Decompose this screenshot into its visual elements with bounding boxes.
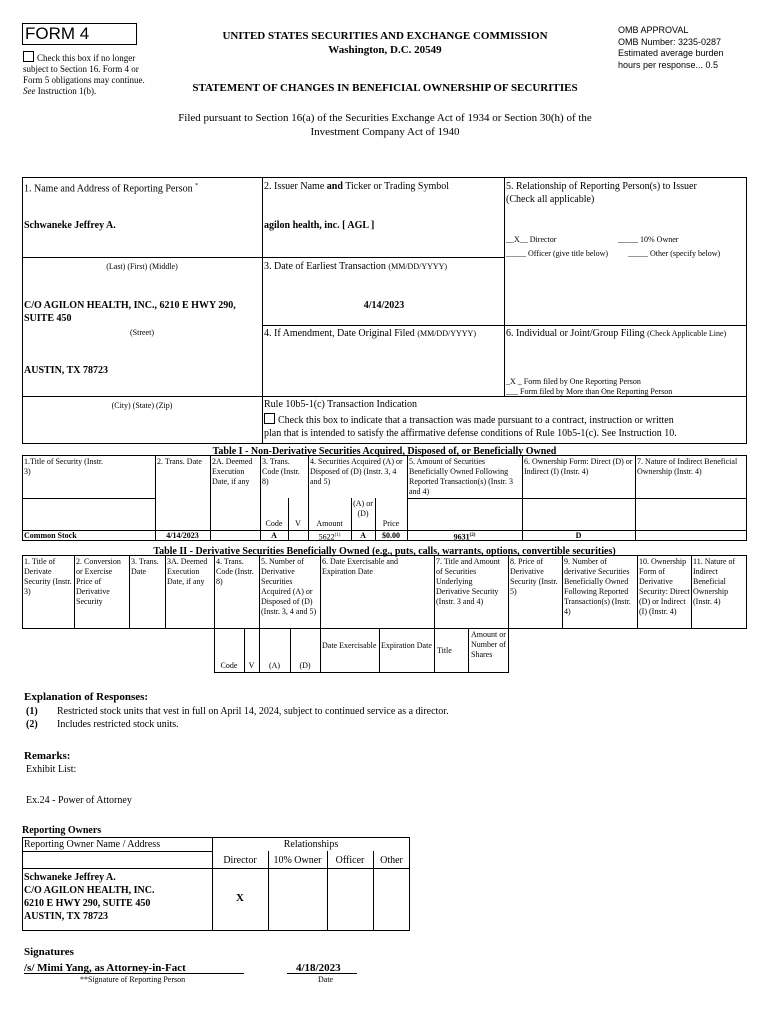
t2-h-number-owned: 9. Number of derivative Securities Beneficially Owned Following Reported Transaction(s) (Instr. 4) [564,557,631,616]
signature-date: 4/18/2023 [296,962,341,974]
omb-approval: OMB APPROVAL OMB Number: 3235-0287 Estimated average burden hours per response... 0.5 [618,25,724,70]
t1-h-acquired: 4. Securities Acquired (A) or Disposed of (D) (Instr. 3, 4 and 5) [310,457,403,486]
t2-h-conversion: 2. Conversion or Exercise Price of Derivative Security [76,557,121,606]
owners-col-officer: Officer [335,855,365,866]
street-caption: (Street) [130,328,154,337]
t1-h-deemed: 2A. Deemed Execution Date, if any [212,457,253,486]
t2-h-nature: 11. Nature of Indirect Beneficial Ownership (Instr. 4) [693,557,736,606]
t2-h-exercisable: 6. Date Exercisable and Expiration Date [322,557,398,576]
t2-h-code: 4. Trans. Code (Instr. 8) [216,557,254,586]
t2-sub-date-exercisable: Date Exercisable [322,641,377,650]
reporting-owners-title: Reporting Owners [22,825,102,836]
agency-location: Washington, D.C. 20549 [328,44,442,56]
reporting-person-name: Schwaneke Jeffrey A. [24,220,116,231]
box4-label: 4. If Amendment, Date Original Filed (MM/DD/YYYY) [264,328,476,339]
owners-col-10pct: 10% Owner [273,855,322,866]
t1-sub-aord: (A) or (D) [353,499,373,518]
t1-ownership-form: D [575,531,582,540]
t1-sub-code: Code [265,519,283,528]
reporting-person-street: C/O AGILON HEALTH, INC., 6210 E HWY 290, SUITE 450 [24,300,236,324]
t1-h-nature: 7. Nature of Indirect Beneficial Ownership (Instr. 4) [637,457,738,476]
owners-row-director-mark: X [236,892,244,904]
relationship-10pct-owner: _____ 10% Owner [618,235,679,244]
t2-sub-d: (D) [299,661,311,670]
t1-h-title: 1.Title of Security (Instr. 3) [24,457,104,476]
rule-10b5-checkbox[interactable] [264,413,275,424]
remarks-title: Remarks: [24,750,71,762]
t2-sub-expiration: Expiration Date [381,641,432,650]
box1-label: 1. Name and Address of Reporting Person * [24,183,199,195]
t1-price: $0.00 [382,531,400,540]
table1-title: Table I - Non-Derivative Securities Acquired, Disposed of, or Beneficially Owned [212,446,557,457]
t2-sub-code: Code [220,661,238,670]
reporting-person-city: AUSTIN, TX 78723 [24,365,108,376]
t1-aord: A [360,531,366,540]
statement-title: STATEMENT OF CHANGES IN BENEFICIAL OWNERSHIP OF SECURITIES [192,82,578,94]
table2-title: Table II - Derivative Securities Beneficially Owned (e.g., puts, calls, warrants, options, convertible securities) [153,546,616,557]
explanation-title: Explanation of Responses: [24,691,149,703]
t2-h-deemed: 3A. Deemed Execution Date, if any [167,557,208,586]
owners-col-other: Other [380,855,403,866]
box3-label: 3. Date of Earliest Transaction (MM/DD/YYYY) [264,261,448,272]
owners-row-name: Schwaneke Jeffrey A. C/O AGILON HEALTH, INC. 6210 E HWY 290, SUITE 450 AUSTIN, TX 78723 [24,872,155,922]
rule-10b5-text: Check this box to indicate that a transaction was made pursuant to a contract, instruction or written plan that is intended to satisfy the affirmative defense conditions of Rule 10b5-1(c). See Instruction 10. [264,415,677,439]
t1-h-owned: 5. Amount of Securities Beneficially Owned Following Reported Transaction(s) (Instr. 3 and 4) [409,457,513,496]
owners-col-director: Director [223,855,257,866]
explanation-item-1: (1) Restricted stock units that vest in full on April 14, 2024, subject to continued service as a director. [26,706,449,717]
t2-h-underlying: 7. Title and Amount of Securities Underlying Derivative Security (Instr. 3 and 4) [436,557,501,606]
no-longer-subject-checkbox[interactable] [23,51,34,62]
owners-col-name: Reporting Owner Name / Address [24,839,161,850]
t2-h-ownership-form: 10. Ownership Form of Derivative Security: Direct (D) or Indirect (I) (Instr. 4) [639,557,690,616]
remarks-exhibit-list: Exhibit List: [26,764,77,775]
t2-sub-v: V [248,661,255,670]
t2-sub-a: (A) [268,661,281,670]
issuer-name: agilon health, inc. [ AGL ] [264,220,375,231]
t1-h-code: 3. Trans. Code (Instr. 8) [262,457,300,486]
filed-pursuant: Filed pursuant to Section 16(a) of the Securities Exchange Act of 1934 or Section 30(h) of the Investment Company Act of 1940 [178,112,592,138]
t2-h-number: 5. Number of Derivative Securities Acquired (A) or Disposed of (D) (Instr. 3, 4 and 5) [261,557,317,616]
t1-trans-code: A [271,531,277,540]
explanation-item-2: (2) Includes restricted stock units. [26,719,179,730]
earliest-transaction-date: 4/14/2023 [363,300,405,311]
filing-more-persons: ___ Form filed by More than One Reporting Person [506,387,673,396]
t1-security-title: Common Stock [24,531,77,540]
t1-trans-date: 4/14/2023 [166,531,199,540]
t2-h-title: 1. Title of Derivate Security (Instr. 3) [24,557,72,596]
box2-label: 2. Issuer Name and Ticker or Trading Symbol [264,181,450,192]
t2-sub-amount: Amount or Number of Shares [471,630,506,659]
agency-name: UNITED STATES SECURITIES AND EXCHANGE COMMISSION [222,30,548,42]
relationship-officer: _____ Officer (give title below) [506,249,609,258]
signature-date-caption: Date [318,975,334,984]
t1-owned: 9631$^{(2)}$ [453,532,476,542]
relationship-other: _____ Other (specify below) [628,249,721,258]
t2-h-date: 3. Trans. Date [131,557,159,576]
t1-sub-v: V [295,519,301,528]
form-title: FORM 4 [25,24,90,43]
signature-value: /s/ Mimi Yang, as Attorney-in-Fact [24,962,186,974]
signature-caption: **Signature of Reporting Person [80,975,186,984]
no-longer-subject-checkbox-text: Check this box if no longer subject to Section 16. Form 4 or Form 5 obligations may continue. See Instruction 1(b). [23,53,145,96]
name-caption: (Last) (First) (Middle) [106,262,178,271]
relationship-director: __X__ Director [506,235,557,244]
signatures-title: Signatures [24,946,74,958]
owners-col-relationships: Relationships [283,839,339,850]
city-caption: (City) (State) (Zip) [111,401,173,410]
box6-label: 6. Individual or Joint/Group Filing (Check Applicable Line) [506,328,727,339]
t1-sub-price: Price [382,519,400,528]
box5-label: 5. Relationship of Reporting Person(s) to Issuer (Check all applicable) [506,181,697,205]
t1-h-date: 2. Trans. Date [157,457,202,466]
filing-one-person: _X _ Form filed by One Reporting Person [506,377,641,386]
t2-h-price: 8. Price of Derivative Security (Instr. 5) [510,557,558,596]
t1-h-form: 6. Ownership Form: Direct (D) or Indirect (I) (Instr. 4) [524,457,633,476]
rule-10b5-title: Rule 10b5-1(c) Transaction Indication [264,399,418,410]
remarks-exhibit-24: Ex.24 - Power of Attorney [26,795,132,806]
t1-amount: 5622$^{(1)}$ [318,532,341,542]
t2-sub-title: Title [437,646,452,655]
t1-sub-amount: Amount [316,519,343,528]
